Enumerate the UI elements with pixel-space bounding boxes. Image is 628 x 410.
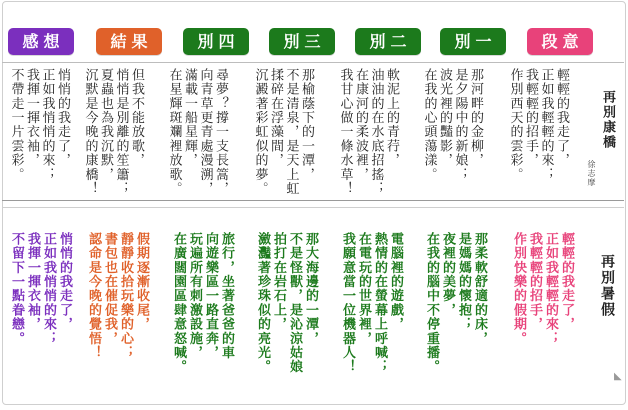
poem-line: 輕輕的我走了， xyxy=(554,68,569,168)
poem-line: 悄悄的我走了， xyxy=(57,232,72,332)
poem-line: 不是清泉，是天上虹 xyxy=(283,68,299,196)
divider-middle-2 xyxy=(2,207,624,208)
poem-line: 那榆蔭下的一潭， xyxy=(299,68,314,182)
poem-line: 我揮一揮衣袖， xyxy=(25,232,40,332)
poem-line: 在我的心頭蕩漾。 xyxy=(421,68,437,182)
poem1-stanza-4 xyxy=(252,68,314,196)
divider-top xyxy=(2,62,624,63)
poem-line: 瀲灩著珍珠似的亮光。 xyxy=(255,232,270,374)
poem-line: 那柔軟舒適的床， xyxy=(472,232,487,346)
poem-line: 正如我輕輕的來； xyxy=(543,232,558,346)
poem-line: 在電玩的世界裡， xyxy=(356,232,371,346)
poem1-stanza-2 xyxy=(421,68,483,182)
poem-line: 但我不能放歌， xyxy=(129,68,144,168)
poem-line: 軟泥上的青荇， xyxy=(384,68,399,168)
poem-line: 向青草更青處漫溯， xyxy=(197,68,213,196)
poem-line: 不留下一點眷戀。 xyxy=(9,232,24,346)
poem-line: 是夕陽中的新娘； xyxy=(452,68,468,182)
badge-result: 結果 xyxy=(96,28,162,55)
poem-line: 不帶走一片雲彩。 xyxy=(8,68,24,182)
poem-line: 我輕輕的招手， xyxy=(527,232,542,332)
poem1-title: 再別康橋 xyxy=(600,90,615,150)
poem-line: 悄悄是別離的笙簫； xyxy=(113,68,129,196)
poem-line: 波光裡的豔影， xyxy=(437,68,452,168)
badge-paragraph-meaning: 段意 xyxy=(527,28,593,55)
badge-farewell-1: 別一 xyxy=(440,28,506,55)
poem-line: 假期逐漸收尾， xyxy=(134,232,149,332)
poem2-stanza-1 xyxy=(510,232,574,346)
poem-line: 在星輝斑斕裡放歌。 xyxy=(166,68,182,196)
poem2-stanza-6 xyxy=(85,232,149,360)
badge-farewell-4: 別四 xyxy=(183,28,249,55)
poem-line: 在我的腦中不停重播。 xyxy=(424,232,439,374)
poem-line: 向遊樂區一路直奔， xyxy=(203,232,218,360)
poem1-author: 徐志摩 xyxy=(587,160,596,187)
poem-line: 作別西天的雲彩。 xyxy=(507,68,523,182)
poem1-stanza-6 xyxy=(82,68,144,196)
poem-line: 我揮一揮衣袖， xyxy=(24,68,39,168)
badge-farewell-3: 別三 xyxy=(269,28,335,55)
poem-line: 在廣闊園區肆意怒喊。 xyxy=(171,232,186,374)
poem-line: 油油的在水底招搖； xyxy=(368,68,384,196)
badge-farewell-2: 別二 xyxy=(355,28,421,55)
poem1-stanza-5 xyxy=(166,68,228,196)
poem2-stanza-7 xyxy=(8,232,72,346)
poem-line: 滿載一船星輝， xyxy=(182,68,197,168)
poem-line: 尋夢？撐一支長篙， xyxy=(213,68,228,196)
poem-line: 拍打在岩石上， xyxy=(271,232,286,332)
divider-middle xyxy=(2,200,624,201)
poem-line: 電腦裡的遊戲， xyxy=(388,232,403,332)
poem2-stanza-5 xyxy=(170,232,234,374)
poem-line: 那大海邊的一潭， xyxy=(303,232,318,346)
poem-line: 悄悄的我走了， xyxy=(55,68,70,168)
poem-line: 揉碎在浮藻間， xyxy=(268,68,283,168)
poem-line: 我甘心做一條水草！ xyxy=(337,68,353,196)
poem-line: 不是怪獸，是沁涼姑娘 xyxy=(287,232,302,374)
poem-line: 夜裡的美夢， xyxy=(440,232,455,318)
poem-line: 輕輕的我走了， xyxy=(559,232,574,332)
poem-line: 沉澱著彩虹似的夢。 xyxy=(252,68,268,196)
poem-line: 正如我悄悄的來； xyxy=(39,68,55,182)
poem-line: 我輕輕的招手， xyxy=(523,68,538,168)
poem-line: 那河畔的金柳， xyxy=(468,68,483,168)
badge-reflection: 感想 xyxy=(8,28,74,55)
poem-line: 旅行，坐著爸爸的車 xyxy=(219,232,234,360)
poem-line: 正如我輕輕的來； xyxy=(538,68,554,182)
poem2-title: 再別暑假 xyxy=(599,254,615,318)
poem-line: 玩遍所有刺激設施， xyxy=(187,232,202,360)
poem1-stanza-3 xyxy=(337,68,399,196)
poem-line: 書包也在催促我， xyxy=(102,232,117,346)
poem-line: 我願意當一位機器人！ xyxy=(340,232,355,374)
poem-line: 靜靜收拾玩樂的心； xyxy=(118,232,133,360)
poem-line: 是媽媽的懷抱； xyxy=(456,232,471,332)
poem2-stanza-3 xyxy=(339,232,403,374)
poem-line: 熱情的在螢幕上呼喊； xyxy=(372,232,387,374)
poem2-stanza-2 xyxy=(423,232,487,374)
poem-line: 正如我悄悄的來； xyxy=(41,232,56,346)
poem-line: 夏蟲也為我沉默， xyxy=(98,68,113,182)
poem-line: 沉默是今晚的康橋！ xyxy=(82,68,98,196)
poem1-stanza-7 xyxy=(8,68,70,182)
poem-line: 在康河的柔波裡， xyxy=(353,68,368,182)
poem1-stanza-1 xyxy=(507,68,569,182)
poem-line: 作別快樂的假期。 xyxy=(511,232,526,346)
resize-grip-icon: ◣ xyxy=(614,371,622,382)
poem2-stanza-4 xyxy=(254,232,318,374)
poem-line: 認命是今晚的覺悟！ xyxy=(86,232,101,360)
